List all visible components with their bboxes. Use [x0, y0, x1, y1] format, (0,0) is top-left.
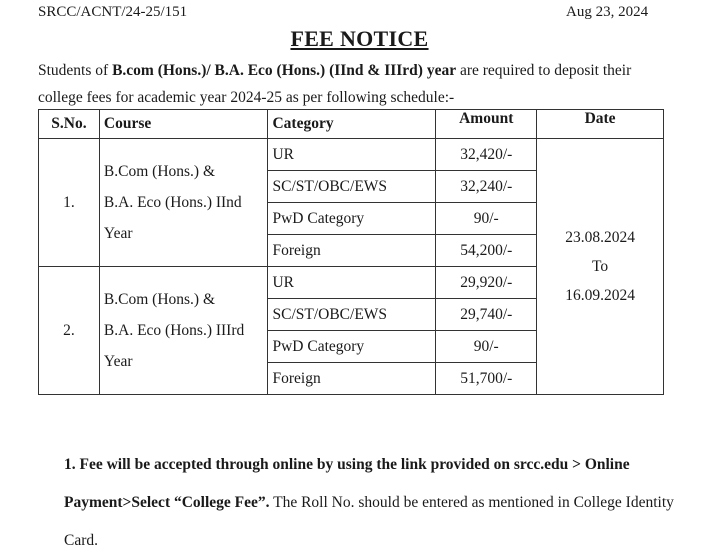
course-line: B.A. Eco (Hons.) IInd: [103, 194, 242, 211]
category-cell: PwD Category: [268, 203, 436, 235]
note-number: 1.: [64, 456, 76, 473]
group-1-course: [99, 139, 268, 267]
date-to: To: [592, 258, 609, 275]
date-range-cell: [537, 139, 664, 395]
table-row: [39, 139, 664, 171]
category-cell: PwD Category: [268, 331, 436, 363]
notice-date: Aug 23, 2024: [566, 4, 649, 20]
header-date: Date: [537, 110, 664, 139]
intro-text-1: Students of: [38, 62, 113, 79]
group-2-sno: 2.: [39, 267, 100, 395]
fee-schedule-table: [38, 109, 664, 395]
intro-bold-courses: B.com (Hons.)/ B.A. Eco (Hons.) (IInd & IIIrd) year: [112, 62, 457, 79]
intro-paragraph: [38, 57, 678, 111]
reference-number: SRCC/ACNT/24-25/151: [38, 4, 188, 20]
course-line: B.A. Eco (Hons.) IIIrd: [103, 322, 245, 339]
header-category: Category: [268, 110, 436, 139]
note-bold-text: Fee will be accepted through online by using the link provided on srcc.edu > Online Payment>Select “College Fee”.: [64, 456, 630, 511]
note-text: The Roll No. should be entered as mentioned in College Identity Card.: [64, 494, 674, 549]
header-amount: Amount: [436, 110, 537, 139]
table-header-row: [39, 110, 664, 139]
amount-cell: 32,420/-: [436, 139, 537, 171]
category-cell: UR: [268, 267, 436, 299]
category-cell: Foreign: [268, 235, 436, 267]
course-line: B.Com (Hons.) &: [103, 291, 216, 308]
date-start: 23.08.2024: [565, 229, 635, 246]
amount-cell: 90/-: [436, 203, 537, 235]
group-1-sno: 1.: [39, 139, 100, 267]
category-cell: SC/ST/OBC/EWS: [268, 171, 436, 203]
header-course: Course: [99, 110, 268, 139]
header-sno: S.No.: [39, 110, 100, 139]
course-line: B.Com (Hons.) &: [103, 163, 216, 180]
amount-cell: 51,700/-: [436, 363, 537, 395]
date-end: 16.09.2024: [565, 287, 635, 304]
course-line: Year: [103, 225, 133, 242]
amount-cell: 32,240/-: [436, 171, 537, 203]
group-2-course: [99, 267, 268, 395]
category-cell: Foreign: [268, 363, 436, 395]
amount-cell: 54,200/-: [436, 235, 537, 267]
amount-cell: 90/-: [436, 331, 537, 363]
intro-text-2: are required to deposit their college fees for academic year 2024-25 as per following schedule:-: [38, 62, 632, 106]
category-cell: UR: [268, 139, 436, 171]
course-line: Year: [103, 353, 133, 370]
amount-cell: 29,740/-: [436, 299, 537, 331]
payment-note: [64, 446, 684, 560]
amount-cell: 29,920/-: [436, 267, 537, 299]
page-title: FEE NOTICE: [290, 26, 429, 51]
category-cell: SC/ST/OBC/EWS: [268, 299, 436, 331]
